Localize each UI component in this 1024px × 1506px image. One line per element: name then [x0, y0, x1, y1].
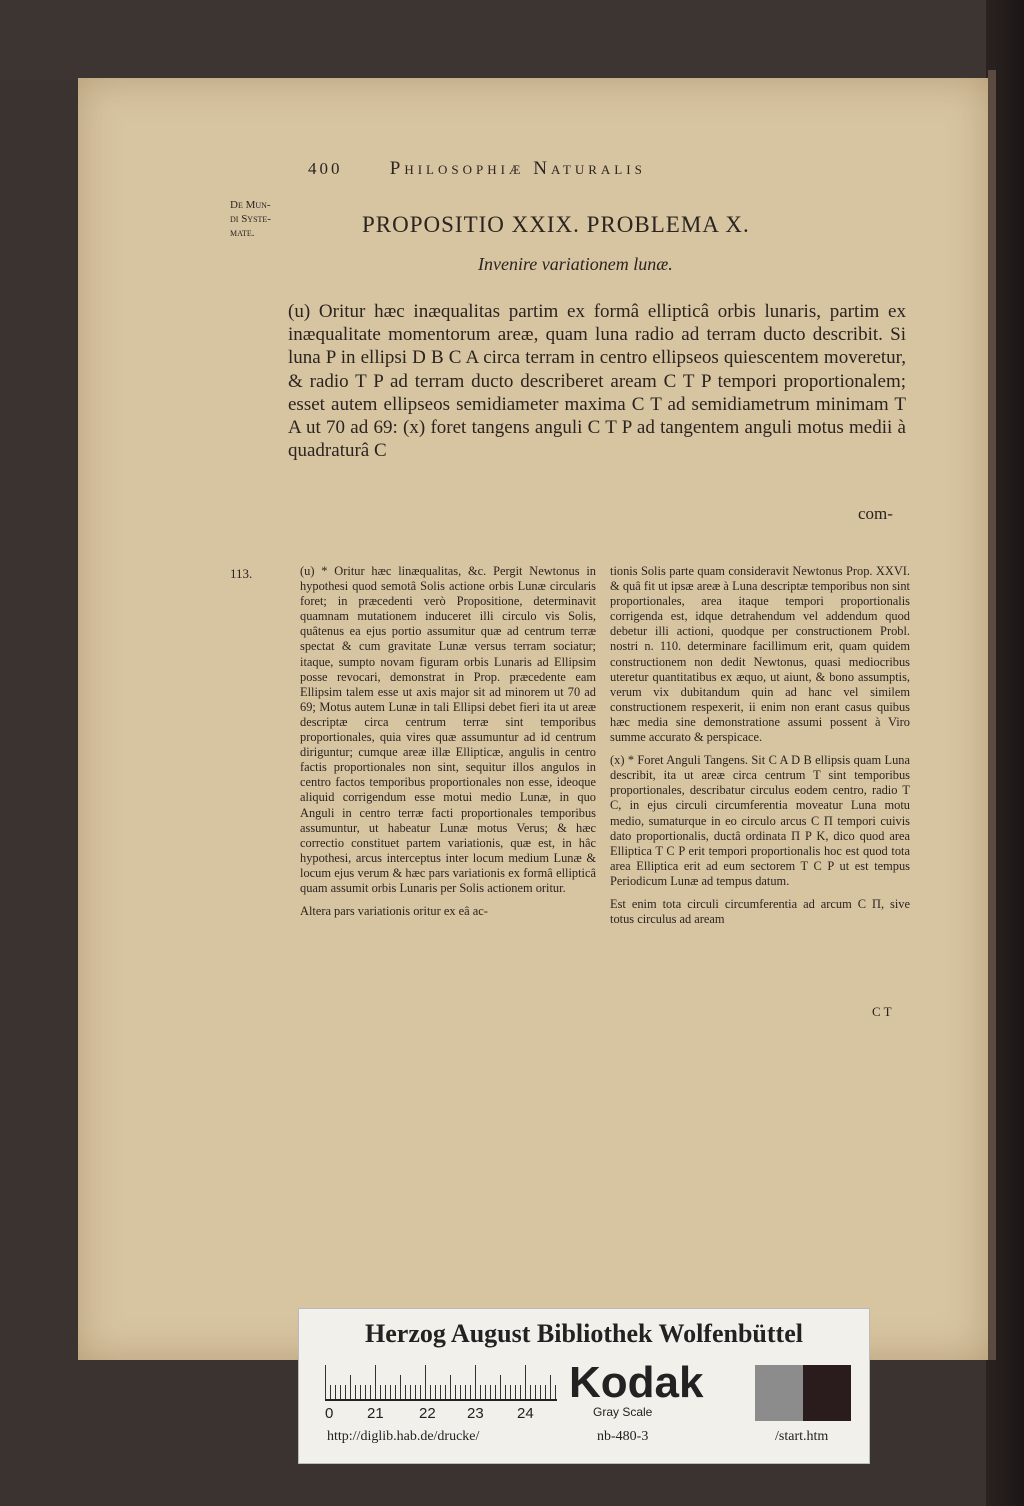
ruler-tick: [365, 1385, 366, 1399]
ruler-labels: [321, 1405, 561, 1423]
ruler-tick: [555, 1385, 556, 1399]
ruler-tick: [500, 1375, 501, 1399]
ruler-tick: [355, 1385, 356, 1399]
ruler-tick: [520, 1385, 521, 1399]
ruler-tick: [375, 1365, 376, 1399]
ruler-tick: [395, 1385, 396, 1399]
ruler-label: 22: [419, 1405, 436, 1422]
ruler-tick: [350, 1375, 351, 1399]
ruler-tick: [450, 1375, 451, 1399]
proposition-subtitle: Invenire variationem lunæ.: [478, 254, 673, 274]
note-paragraph: Est enim tota circuli circumferentia ad arcum C Π, sive totus circulus ad aream: [610, 896, 910, 927]
card-start-link: /start.htm: [775, 1429, 829, 1444]
ruler-tick: [505, 1385, 506, 1399]
catchword: com-: [858, 504, 893, 523]
side-note-line: di Syste-: [230, 213, 271, 225]
ruler-label: 0: [325, 1405, 334, 1422]
card-shelfmark: nb-480-3: [597, 1429, 649, 1444]
page-number: 400: [308, 159, 343, 178]
ruler-tick: [420, 1385, 421, 1399]
ruler-tick: [515, 1385, 516, 1399]
notes-left-column: [300, 564, 596, 927]
ruler-tick: [455, 1385, 456, 1399]
ruler-tick: [510, 1385, 511, 1399]
ruler-tick: [540, 1385, 541, 1399]
ruler-tick: [385, 1385, 386, 1399]
ruler-tick: [490, 1385, 491, 1399]
main-paragraph: (u) Oritur hæc inæqualitas partim ex formâ ellipticâ orbis lunaris, partim ex inæqualitate momentorum areæ, quam luna radio ad terram ducto describit. Si luna P in ellipsi D B C A circa terram in centro ellipseos quiescentem moveretur, & radio T P ad terram ducto describeret aream C T P tempori proportionalem; esset autem ellipseos semidiameter maxima C T ad semidiametrum minimam T A ut 70 ad 69: (x) foret tangens anguli C T P ad tangentem anguli motus medii à quadraturâ C: [288, 301, 906, 462]
notes-catchword: C T: [872, 1004, 892, 1019]
page-edge: [988, 70, 996, 1360]
scan-background-top: [0, 0, 1024, 80]
ruler-tick: [435, 1385, 436, 1399]
ruler-tick: [440, 1385, 441, 1399]
ruler-tick: [370, 1385, 371, 1399]
card-url: http://diglib.hab.de/drucke/: [327, 1429, 480, 1444]
ruler-tick: [360, 1385, 361, 1399]
ruler-scale: [325, 1363, 557, 1401]
ruler-tick: [415, 1385, 416, 1399]
side-note-line: De Mun-: [230, 199, 271, 211]
ruler-tick: [390, 1385, 391, 1399]
ruler-tick: [470, 1385, 471, 1399]
ruler-tick: [410, 1385, 411, 1399]
ruler-tick: [335, 1385, 336, 1399]
ruler-tick: [485, 1385, 486, 1399]
page-header: [308, 158, 778, 180]
kodak-logo: [565, 1358, 705, 1423]
library-name: Herzog August Bibliothek Wolfenbüttel: [365, 1319, 803, 1348]
ruler-tick: [445, 1385, 446, 1399]
ruler-tick: [330, 1385, 331, 1399]
ruler-tick: [530, 1385, 531, 1399]
ruler-tick: [405, 1385, 406, 1399]
notes-right-column: [610, 564, 910, 935]
ruler-tick: [325, 1365, 326, 1399]
ruler-tick: [425, 1365, 426, 1399]
side-note: [230, 198, 310, 240]
note-paragraph: (x) * Foret Anguli Tangens. Sit C A D B ellipsis quam Luna describit, ita ut areæ circa centrum T sint temporibus proportionales, describatur circulus eodem centro, radio T C, in ejus circuli circumferentia moveatur Luna motu medio, sumaturque in eo circulo arcus C Π tempori cuivis dato proportionalis, ductâ ordinata Π P K, dico quod area Elliptica T C P erit tempori proportionalis hoc est quod tota area Elliptica erit ad eum sectorem T C P ut est tempus Periodicum Lunæ ad tempus datum.: [610, 753, 910, 888]
ruler-tick: [465, 1385, 466, 1399]
ruler-label: 23: [467, 1405, 484, 1422]
ruler-tick: [525, 1365, 526, 1399]
ruler-tick: [495, 1385, 496, 1399]
margin-number: 113.: [230, 566, 253, 581]
running-title: Philosophiæ Naturalis: [389, 158, 646, 179]
proposition-title: PROPOSITIO XXIX. PROBLEMA X.: [362, 212, 750, 237]
ruler-tick: [340, 1385, 341, 1399]
note-paragraph: Altera pars variationis oritur ex eâ ac-: [300, 904, 488, 919]
ruler-tick: [380, 1385, 381, 1399]
ruler-tick: [460, 1385, 461, 1399]
note-paragraph: tionis Solis parte quam consideravit Newtonus Prop. XXVI. & quâ fit ut ipsæ areæ à Luna descriptæ temporibus non sint proportionales, area itaque tempori proportionalis corrigenda est, idque detrahendum vel addendum quod debetur illi actioni, quodque per constructionem Probl. nostri n. 110. determinare facillimum erit, quam quidem constructionem non dedit Newtonus, quasi mediocribus uteretur quantitatibus ex æquo, ut aiunt, & bono assumptis, verum vix dubitandum quin ad hanc vel similem constructionem respexerit, ii enim non erant casus quibus hæc media sine demonstratione assumi possent à Viro summe accurato & perspicace.: [610, 564, 910, 745]
ruler-tick: [345, 1385, 346, 1399]
gray-swatch: [755, 1365, 803, 1421]
kodak-wordmark: Kodak: [569, 1358, 704, 1407]
side-note-line: mate.: [230, 227, 255, 239]
ruler-label: 21: [367, 1405, 384, 1422]
ruler-tick: [535, 1385, 536, 1399]
ruler-label: 24: [517, 1405, 534, 1422]
gray-scale-label: Gray Scale: [593, 1405, 653, 1419]
ruler-tick: [400, 1375, 401, 1399]
ruler-tick: [475, 1365, 476, 1399]
note-paragraph: (u) * Oritur hæc linæqualitas, &c. Pergit Newtonus in hypothesi quod semotâ Solis actione orbis Lunæ circularis foret; in præcedenti verò Propositione, determinavit quamnam mutationem induceret illi circulo vis Solis, quâtenus ea ejus portio assumitur quæ ad centrum terræ spectat & cum gravitate Lunæ versus terram sociatur; itaque, sumpto novam figuram orbis Lunaris ad Ellipsim posse revocari, demonstrat in Prop. præcedente eam Ellipsim talem esse ut axis major sit ad minorem ut 70 ad 69; Motus autem Lunæ in tali Ellipsi debet fieri ita ut areæ descriptæ circa centrum terræ sint temporibus proportionales, quia vires quæ assumuntur ad id centrum diriguntur; cumque areæ illæ Ellipticæ, angulis in centro factis proportionales non sint, sequitur illos angulos in centro factos temporibus proportionales non esse, ideoque aliquid corrigendum esse motui medio Lunæ, in quo Anguli in centro terræ facti proportionales temporibus assumuntur, ut habeatur Lunæ motus Verus; & hæc correctio constituet partem variationis, quæ est, in hâc hypothesi, arcus interceptus inter locum medium Lunæ & locum ejus verum & hæc pars variationis ex formâ ellipticâ quam assumit orbis Lunaris per Solis actionem oritur.: [300, 564, 596, 895]
ruler-tick: [545, 1385, 546, 1399]
scan-target-card: [298, 1308, 870, 1464]
dark-swatch: [803, 1365, 851, 1421]
ruler-tick: [430, 1385, 431, 1399]
ruler-tick: [550, 1375, 551, 1399]
card-footer: [299, 1429, 869, 1453]
ruler-tick: [480, 1385, 481, 1399]
gray-scale-swatches: [755, 1365, 851, 1421]
